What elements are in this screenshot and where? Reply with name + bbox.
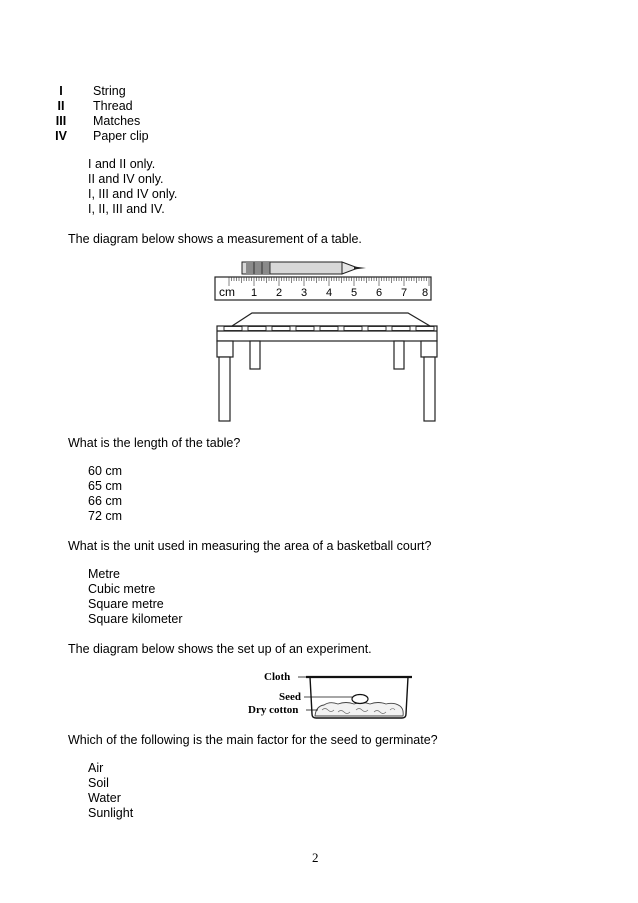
roman-numeral: IV xyxy=(55,129,67,143)
table-slat xyxy=(344,327,362,331)
answer-option: 60 cm xyxy=(88,464,123,478)
cloth-label: Cloth xyxy=(264,671,291,683)
ruler-unit-label: cm xyxy=(219,285,235,299)
answer-option: I, II, III and IV. xyxy=(88,202,165,216)
table-slat xyxy=(296,327,314,331)
answer-option: 65 cm xyxy=(88,479,123,493)
ruler xyxy=(215,277,431,300)
ruler-tick-label: 8 xyxy=(421,287,429,299)
seed-experiment-diagram xyxy=(246,668,416,722)
dry-cotton xyxy=(315,703,403,717)
ruler-tick-label: 6 xyxy=(375,287,383,299)
table-slat xyxy=(272,327,290,331)
answer-option: Water xyxy=(88,791,121,805)
table-slat xyxy=(416,327,434,331)
answer-option: Sunlight xyxy=(88,806,134,820)
ruler-tick-label: 2 xyxy=(275,287,283,299)
table-slat xyxy=(320,327,338,331)
ruler-tick-label: 1 xyxy=(250,287,258,299)
answer-option: Air xyxy=(88,761,104,775)
seed xyxy=(352,695,368,704)
answer-option: I, III and IV only. xyxy=(88,187,178,201)
table-slat xyxy=(248,327,266,331)
answer-option: II and IV only. xyxy=(88,172,164,186)
item-text: String xyxy=(93,84,126,98)
question-text: What is the length of the table? xyxy=(68,436,241,450)
ruler-tick-label: 7 xyxy=(400,287,408,299)
answer-option: 66 cm xyxy=(88,494,123,508)
table-measurement-diagram xyxy=(210,255,450,425)
roman-numeral: III xyxy=(55,114,67,128)
answer-option: I and II only. xyxy=(88,157,156,171)
question-text: Which of the following is the main factor for the seed to germinate? xyxy=(68,733,438,747)
question-stem: The diagram below shows the set up of an experiment. xyxy=(68,642,372,656)
ruler-tick-label: 5 xyxy=(350,287,358,299)
roman-numeral: I xyxy=(59,84,63,98)
table-slat xyxy=(224,327,242,331)
answer-option: Soil xyxy=(88,776,109,790)
ruler-tick-label: 4 xyxy=(325,287,333,299)
dry-cotton-label: Dry cotton xyxy=(248,704,299,716)
table-slat xyxy=(392,327,410,331)
table-drawing xyxy=(217,313,437,421)
seed-label: Seed xyxy=(279,691,301,703)
answer-option: Cubic metre xyxy=(88,582,156,596)
roman-numeral: II xyxy=(57,99,65,113)
answer-option: Metre xyxy=(88,567,120,581)
page-number: 2 xyxy=(312,850,319,865)
ruler-tick-label: 3 xyxy=(300,287,308,299)
item-text: Matches xyxy=(93,114,141,128)
answer-option: Square metre xyxy=(88,597,164,611)
answer-option: 72 cm xyxy=(88,509,123,523)
question-stem: The diagram below shows a measurement of a table. xyxy=(68,232,362,246)
answer-option: Square kilometer xyxy=(88,612,183,626)
question-text: What is the unit used in measuring the area of a basketball court? xyxy=(68,539,432,553)
pencil-icon xyxy=(242,262,366,274)
item-text: Paper clip xyxy=(93,129,149,143)
item-text: Thread xyxy=(93,99,133,113)
table-slat xyxy=(368,327,386,331)
